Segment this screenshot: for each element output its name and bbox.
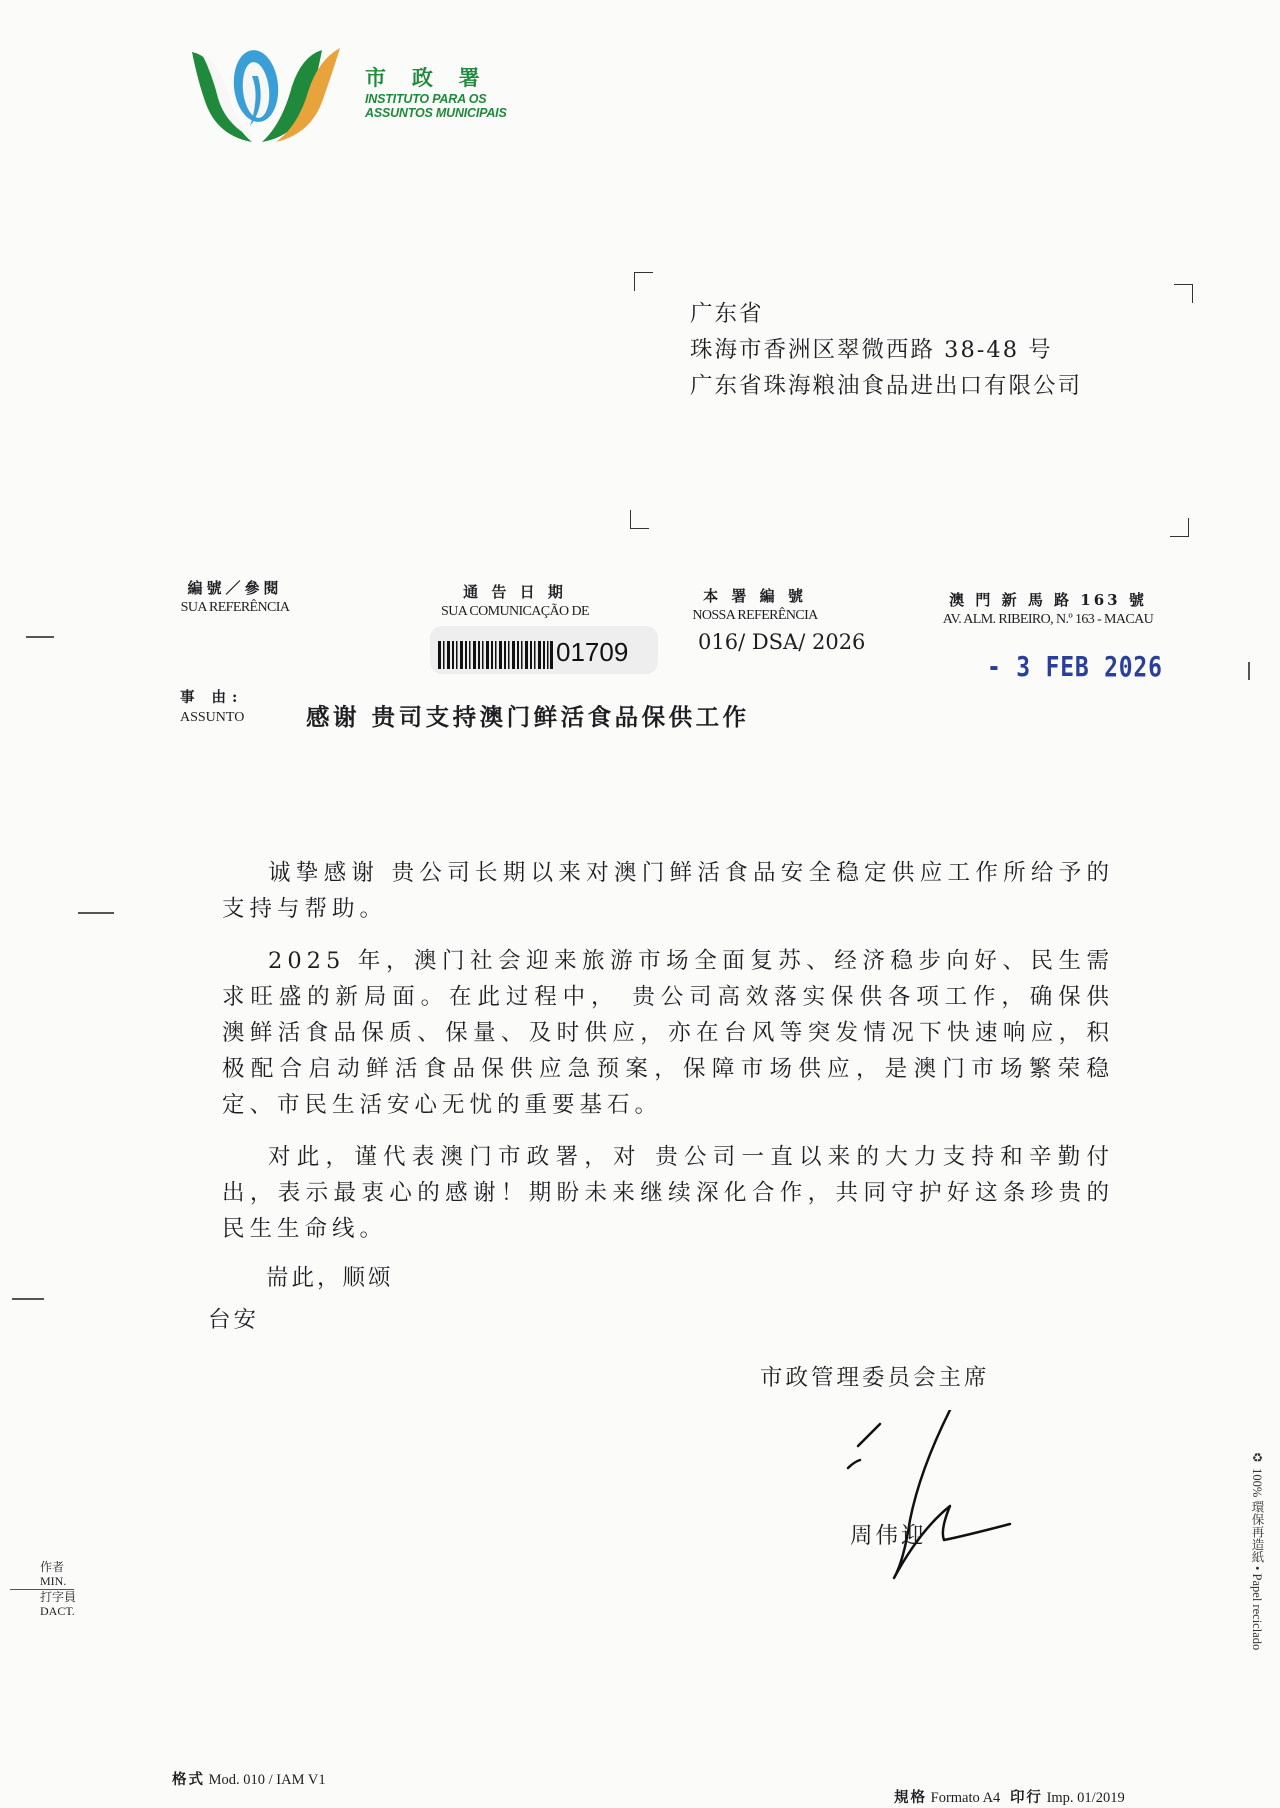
subject-label-zh: 事 由: — [180, 689, 244, 706]
typist-label-zh: 打字員 — [40, 1590, 77, 1604]
nossa-referencia-label-pt: NOSSA REFERÊNCIA — [692, 608, 818, 623]
closing-greeting: 台安 — [208, 1307, 260, 1333]
logo-portuguese-line1: INSTITUTO PARA OS — [365, 92, 487, 106]
reference-number: 016/ DSA/ 2026 — [698, 630, 866, 654]
margin-fold-mark-4 — [1248, 662, 1250, 680]
window-corner-bottom-left — [630, 510, 649, 529]
form-label-zh: 格式 — [172, 1772, 205, 1788]
recipient-street: 珠海市香洲区翠微西路 38-48 号 — [690, 337, 1053, 363]
closing-phrase: 耑此，顺颂 — [266, 1265, 394, 1291]
subject-text: 感谢 贵司支持澳门鲜活食品保供工作 — [306, 703, 750, 731]
author-label-zh: 作者 — [40, 1560, 65, 1574]
subject-label — [180, 688, 244, 728]
logo-portuguese-line2: ASSUNTOS MUNICIPAIS — [365, 106, 507, 120]
print-label-zh: 印行 — [1009, 1790, 1043, 1806]
window-corner-bottom-right — [1170, 518, 1189, 537]
barcode-icon — [438, 641, 553, 669]
sua-referencia-label-pt: SUA REFERÊNCIA — [180, 600, 290, 615]
author-typist-labels — [40, 1560, 76, 1618]
recipient-address — [690, 296, 1082, 404]
margin-fold-mark-3 — [12, 1298, 44, 1300]
form-code-footer — [172, 1768, 326, 1789]
letter-body — [222, 855, 1114, 1263]
format-label-zh: 規格 — [894, 1790, 927, 1806]
sua-comunicacao-field — [430, 582, 600, 622]
window-corner-top-left — [634, 272, 653, 291]
handwritten-signature — [840, 1410, 1020, 1580]
format-label-pt: Formato A4 — [930, 1790, 1001, 1806]
office-address-pt: AV. ALM. RIBEIRO, N.º 163 - MACAU — [942, 612, 1154, 627]
print-label-pt: Imp. 01/2019 — [1046, 1790, 1125, 1806]
window-corner-top-right — [1174, 284, 1193, 303]
typist-label-pt: DACT. — [40, 1604, 75, 1618]
author-label-pt: MIN. — [40, 1574, 67, 1588]
form-code: Mod. 010 / IAM V1 — [208, 1772, 326, 1788]
logo-chinese-name: 市 政 署 — [365, 67, 490, 90]
office-address-zh: 澳 門 新 馬 路 163 號 — [949, 591, 1147, 609]
sua-comunicacao-label-zh: 通 告 日 期 — [463, 583, 567, 601]
logo-wordmark — [365, 62, 507, 120]
sua-referencia-label-zh: 編號／參閱 — [187, 579, 283, 597]
margin-fold-mark-2 — [78, 912, 114, 914]
recipient-company: 广东省珠海粮油食品进出口有限公司 — [690, 373, 1083, 399]
sua-comunicacao-label-pt: SUA COMUNICAÇÃO DE — [441, 604, 589, 619]
nossa-referencia-label-zh: 本 署 編 號 — [703, 587, 807, 605]
body-paragraph-2: 2025 年，澳门社会迎来旅游市场全面复苏、经济稳步向好、民生需求旺盛的新局面。在此过程中， 贵公司高效落实保供各项工作，确保供澳鲜活食品保质、保量、及时供应，亦在台风等突发情况下快速响应，积极配合启动鲜活食品保供应急预案，保障市场供应，是澳门市场繁荣稳定、市民生活安心无忧的重要基石。 — [222, 948, 1114, 1118]
body-paragraph-1: 诚挚感谢 贵公司长期以来对澳门鲜活食品安全稳定供应工作所给予的支持与帮助。 — [222, 860, 1114, 922]
margin-fold-mark-1 — [26, 636, 54, 638]
recipient-province: 广东省 — [690, 301, 764, 327]
nossa-referencia-field — [690, 586, 820, 626]
signatory-name: 周伟迎 — [850, 1523, 927, 1549]
sua-referencia-field — [160, 578, 310, 618]
office-address-field — [928, 590, 1168, 630]
signatory-title: 市政管理委员会主席 — [760, 1365, 990, 1391]
barcode-number: 01709 — [556, 637, 629, 667]
body-paragraph-3: 对此，谨代表澳门市政署，对 贵公司一直以来的大力支持和辛勤付出，表示最衷心的感谢！期盼未来继续深化合作，共同守护好这条珍贵的民生生命线。 — [222, 1144, 1114, 1242]
format-footer — [894, 1786, 1125, 1807]
recycled-paper-note: ♻ 100% 環保再造紙 • Papel reciclado — [1250, 1450, 1264, 1651]
date-stamp: - 3 FEB 2026 — [987, 650, 1163, 683]
subject-label-pt: ASSUNTO — [180, 710, 245, 725]
